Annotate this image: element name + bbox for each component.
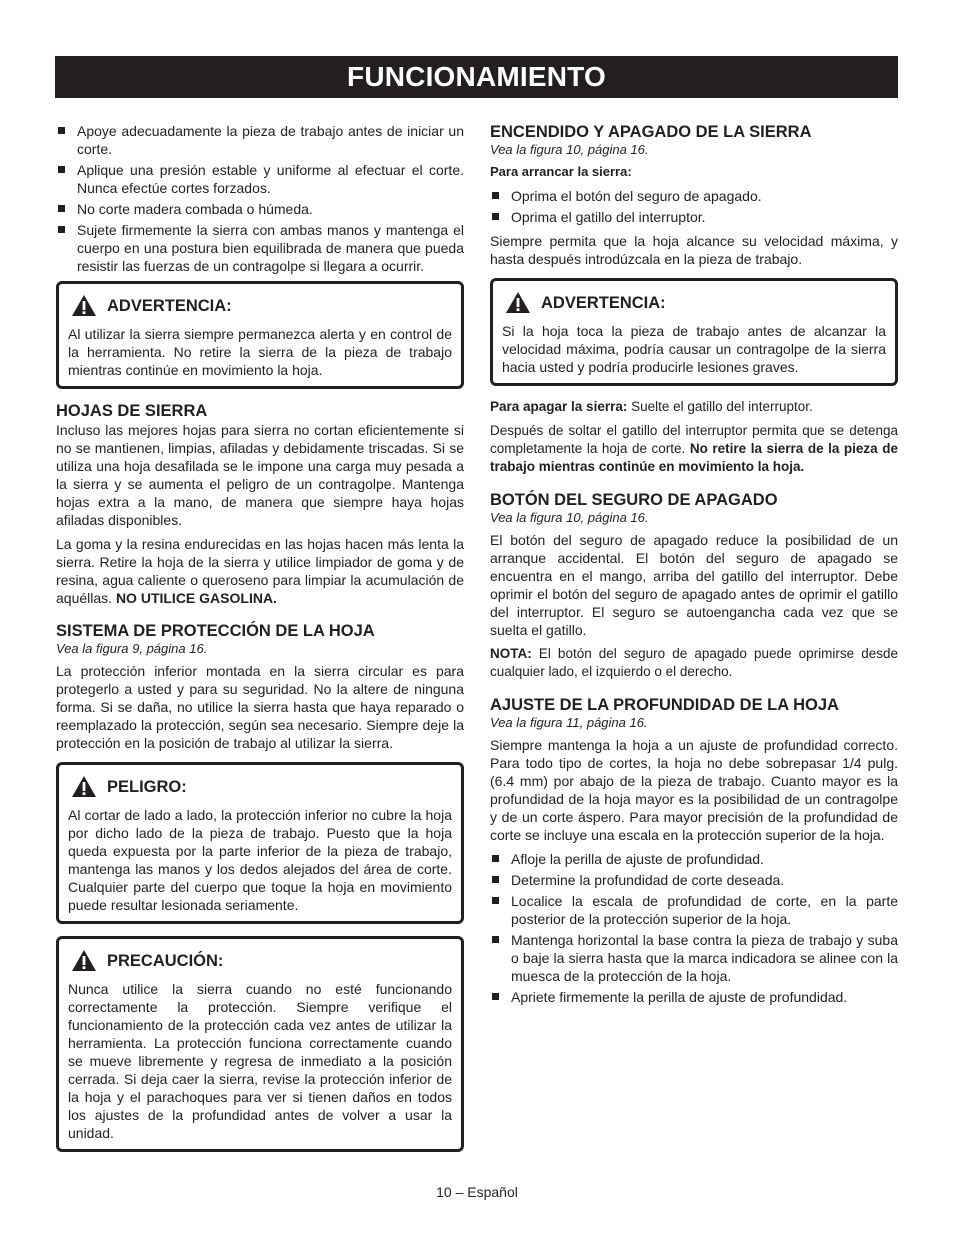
paragraph: Incluso las mejores hojas para sierra no cortan eficientemente si no se mantienen, limpias, afiladas y debidamente triscadas. Si se utiliza una hoja desafilada se le impone una carga muy pesada a la sierra y se aumenta el peligro de un contragolpe. Mantenga hojas extra a la mano, de manera que siempre haya hojas afiladas disponibles.: [56, 422, 464, 528]
warning-text: Al utilizar la sierra siempre permanezca alerta y en control de la herramienta. No retire la sierra de la pieza de trabajo mientras continúe en movimiento la hoja.: [68, 326, 452, 378]
warning-text: Si la hoja toca la pieza de trabajo antes de alcanzar la velocidad máxima, podría causar un contragolpe de la sierra hacia usted y podría producirle lesiones graves.: [502, 323, 886, 375]
caution-box: [56, 936, 464, 1152]
section-heading-depth: AJUSTE DE LA PROFUNDIDAD DE LA HOJA: [490, 696, 839, 714]
section-heading-lockoff: BOTÓN DEL SEGURO DE APAGADO: [490, 491, 778, 509]
paragraph: La goma y la resina endurecidas en las hojas hacen más lenta la sierra. Retire la hoja de la sierra y utilice limpiador de goma y de resina, agua caliente o queroseno para limpiar la acumulación de aquéllas. NO UTILICE GASOLINA.: [56, 536, 464, 606]
warning-box: [490, 278, 898, 386]
warning-triangle-icon: [71, 775, 97, 798]
list-item: Apriete firmemente la perilla de ajuste de profundidad.: [490, 988, 898, 1006]
section-heading-switch: ENCENDIDO Y APAGADO DE LA SIERRA: [490, 123, 812, 141]
list-item: Determine la profundidad de corte deseada.: [490, 871, 898, 889]
list-item: Mantenga horizontal la base contra la pieza de trabajo y suba o baje la sierra hasta que la marca indicadora se alinee con la muesca de la protección de la hoja.: [490, 931, 898, 985]
note: NOTA: El botón del seguro de apagado puede oprimirse desde cualquier lado, el izquierdo o el derecho.: [490, 646, 898, 679]
warning-box: [56, 281, 464, 389]
danger-text: Al cortar de lado a lado, la protección inferior no cubre la hoja por dicho lado de la pieza de trabajo. Puesto que la hoja queda expuesta por la parte inferior de la pieza de trabajo, mantenga las manos y los dedos alejados del área de corte. Cualquier parte del cuerpo que toque la hoja en movimiento puede resultar lesionada seriamente.: [68, 807, 452, 913]
danger-box: [56, 762, 464, 924]
figure-reference: Vea la figura 10, página 16.: [490, 142, 649, 157]
start-steps-list: [490, 187, 898, 226]
page-title: FUNCIONAMIENTO: [55, 56, 898, 98]
depth-steps-list: [490, 850, 898, 1006]
right-column: [490, 122, 898, 1012]
list-item: Localice la escala de profundidad de corte, en la parte posterior de la protección superior de la hoja.: [490, 892, 898, 928]
stop-instruction: Para apagar la sierra: Suelte el gatillo del interruptor.: [490, 399, 813, 414]
list-item: Aplique una presión estable y uniforme al efectuar el corte. Nunca efectúe cortes forzados.: [56, 161, 464, 197]
list-item: Afloje la perilla de ajuste de profundidad.: [490, 850, 898, 868]
paragraph: La protección inferior montada en la sierra circular es para protegerlo a usted y para su seguridad. No la altere de ninguna forma. Si se daña, no utilice la sierra hasta que haya reparado o reemplazado la protección, según sea necesario. Siempre deje la protección en la posición de trabajo al utilizar la sierra.: [56, 663, 464, 751]
list-item: Oprima el botón del seguro de apagado.: [490, 187, 898, 205]
paragraph: Siempre mantenga la hoja a un ajuste de profundidad correcto. Para todo tipo de cortes, la hoja no debe sobrepasar 1/4 pulg. (6.4 mm) por abajo de la pieza de trabajo. Cuanto mayor es la profundidad de la hoja mayor es la posibilidad de un contragolpe y de un corte áspero. Para mayor precisión de la profundidad de corte se incluye una escala en la protección superior de la hoja.: [490, 737, 898, 843]
list-item: Oprima el gatillo del interruptor.: [490, 208, 898, 226]
warning-title: ADVERTENCIA:: [541, 293, 666, 312]
list-item: No corte madera combada o húmeda.: [56, 200, 464, 218]
section-heading-guard: SISTEMA DE PROTECCIÓN DE LA HOJA: [56, 622, 375, 640]
warning-triangle-icon: [505, 291, 531, 314]
paragraph: Después de soltar el gatillo del interruptor permita que se detenga completamente la hoja de corte. No retire la sierra de la pieza de trabajo mientras continúe en movimiento la hoja.: [490, 423, 898, 474]
figure-reference: Vea la figura 10, página 16.: [490, 510, 649, 525]
warning-triangle-icon: [71, 949, 97, 972]
start-label: Para arrancar la sierra:: [490, 164, 632, 179]
caution-text: Nunca utilice la sierra cuando no esté funcionando correctamente la protección. Siempre verifique el funcionamiento de la protección cada vez antes de utilizar la herramienta. La protección funciona correctamente cuando se mueve libremente y regresa de inmediato a la posición cerrada. Si deja caer la sierra, revise la protección inferior de la hoja y el parachoques para ver si tienen daños en todos los ajustes de la profundidad antes de volver a usar la unidad.: [68, 981, 452, 1141]
page-footer: 10 – Español: [436, 1184, 518, 1200]
danger-title: PELIGRO:: [107, 777, 187, 796]
figure-reference: Vea la figura 9, página 16.: [56, 641, 208, 656]
section-heading-blades: HOJAS DE SIERRA: [56, 402, 208, 420]
figure-reference: Vea la figura 11, página 16.: [490, 715, 648, 730]
paragraph: El botón del seguro de apagado reduce la posibilidad de un arranque accidental. El botón del seguro de apagado se encuentra en el mango, arriba del gatillo del interruptor. Debe oprimir el botón del seguro de apagado antes de oprimir el gatillo del interruptor. El seguro se autoengancha cada vez que se suelta el gatillo.: [490, 532, 898, 638]
warning-triangle-icon: [71, 294, 97, 317]
warning-title: ADVERTENCIA:: [107, 296, 232, 315]
list-item: Sujete firmemente la sierra con ambas manos y mantenga el cuerpo en una postura bien equilibrada de manera que pueda resistir las fuerzas de un contragolpe si llegara a ocurrir.: [56, 221, 464, 275]
list-item: Apoye adecuadamente la pieza de trabajo antes de iniciar un corte.: [56, 122, 464, 158]
left-column: [56, 122, 464, 1164]
safety-bullet-list: [56, 122, 464, 275]
paragraph: Siempre permita que la hoja alcance su velocidad máxima, y hasta después introdúzcala en la pieza de trabajo.: [490, 233, 898, 267]
caution-title: PRECAUCIÓN:: [107, 951, 224, 970]
